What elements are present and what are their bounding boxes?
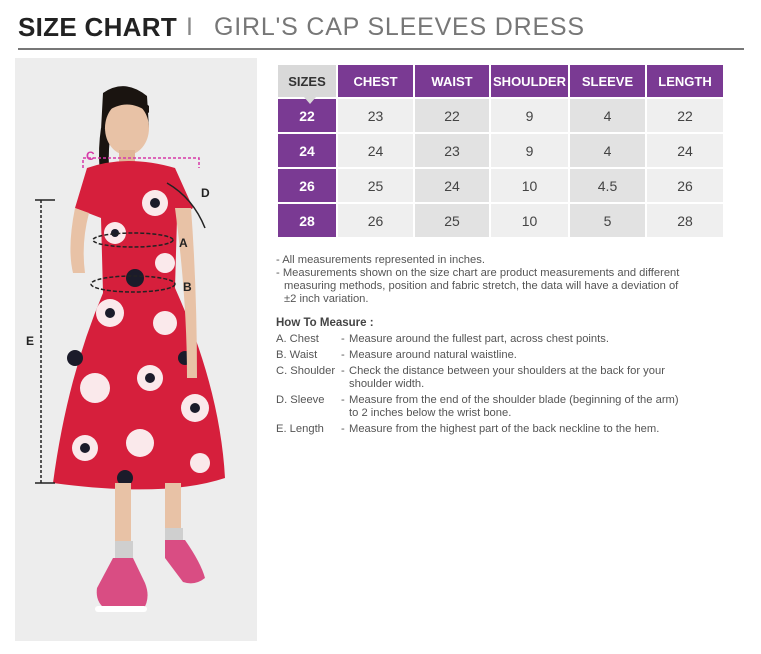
table-row [278, 99, 723, 132]
chest-value: 23 [338, 99, 413, 132]
size-value: 24 [278, 134, 336, 167]
howto-desc-cont: shoulder width. [349, 378, 425, 390]
howto-desc: Check the distance between your shoulders at the back for your [349, 365, 665, 377]
measure-label-b: B [183, 280, 192, 294]
size-table [276, 63, 725, 239]
waist-value: 23 [415, 134, 489, 167]
measurement-notes [276, 254, 736, 306]
header-length: LENGTH [647, 65, 723, 97]
waist-value: 25 [415, 204, 489, 237]
list-item: A. Chest - Measure around the fullest part, across chest points. [276, 333, 609, 345]
table-header-row [278, 65, 723, 97]
waist-value: 22 [415, 99, 489, 132]
sleeve-value: 4 [570, 99, 645, 132]
sleeve-value: 5 [570, 204, 645, 237]
measure-label-d: D [201, 186, 210, 200]
list-item: C. Shoulder - Check the distance between your shoulders at the back for your shoulder width. [276, 365, 665, 390]
note-line: measuring methods, position and fabric stretch, the data will have a deviation of [284, 280, 679, 292]
shoulder-value: 9 [491, 134, 568, 167]
shoulder-value: 10 [491, 204, 568, 237]
howto-desc: Measure around the fullest part, across chest points. [349, 333, 609, 345]
note-line: ±2 inch variation. [284, 293, 369, 305]
page-header [18, 12, 744, 50]
chest-value: 25 [338, 169, 413, 202]
header-shoulder: SHOULDER [491, 65, 568, 97]
measure-label-a: A [179, 236, 188, 250]
length-value: 24 [647, 134, 723, 167]
note-line: - Measurements shown on the size chart are product measurements and different [276, 267, 680, 279]
header-sizes: SIZES [278, 65, 336, 97]
title-separator: I [186, 13, 193, 41]
size-value: 28 [278, 204, 336, 237]
length-value: 26 [647, 169, 723, 202]
how-to-measure-list [276, 333, 736, 439]
model-illustration [15, 58, 257, 641]
howto-desc-cont: to 2 inches below the wrist bone. [349, 407, 512, 419]
table-row [278, 169, 723, 202]
title-size-chart: SIZE CHART [18, 12, 177, 42]
model-photo [15, 58, 257, 641]
size-value: 22 [278, 99, 336, 132]
measure-label-e: E [26, 334, 35, 348]
header-chest: CHEST [338, 65, 413, 97]
howto-label: D. Sleeve [276, 394, 325, 406]
howto-label: C. Shoulder [276, 365, 336, 377]
shoulder-value: 10 [491, 169, 568, 202]
table-row [278, 134, 723, 167]
howto-desc: Measure from the highest part of the back neckline to the hem. [349, 423, 660, 435]
list-item: B. Waist - Measure around natural waistline. [276, 349, 517, 361]
sleeve-value: 4.5 [570, 169, 645, 202]
list-item: D. Sleeve - Measure from the end of the shoulder blade (beginning of the arm) to 2 inches below the wrist bone. [276, 394, 679, 419]
how-to-measure-title: How To Measure : [276, 317, 374, 329]
note-line: - All measurements represented in inches. [276, 254, 485, 266]
title-product-name: GIRL'S CAP SLEEVES DRESS [214, 13, 585, 41]
howto-desc: Measure from the end of the shoulder blade (beginning of the arm) [349, 394, 679, 406]
header-sleeve: SLEEVE [570, 65, 645, 97]
chest-value: 24 [338, 134, 413, 167]
howto-label: E. Length [276, 423, 324, 435]
shoulder-value: 9 [491, 99, 568, 132]
list-item: E. Length - Measure from the highest part of the back neckline to the hem. [276, 423, 660, 435]
header-waist: WAIST [415, 65, 489, 97]
length-value: 28 [647, 204, 723, 237]
howto-label: B. Waist [276, 349, 318, 361]
waist-value: 24 [415, 169, 489, 202]
length-value: 22 [647, 99, 723, 132]
table-row [278, 204, 723, 237]
measure-label-c: C [86, 149, 95, 163]
sleeve-value: 4 [570, 134, 645, 167]
chest-value: 26 [338, 204, 413, 237]
size-value: 26 [278, 169, 336, 202]
howto-desc: Measure around natural waistline. [349, 349, 517, 361]
howto-label: A. Chest [276, 333, 319, 345]
